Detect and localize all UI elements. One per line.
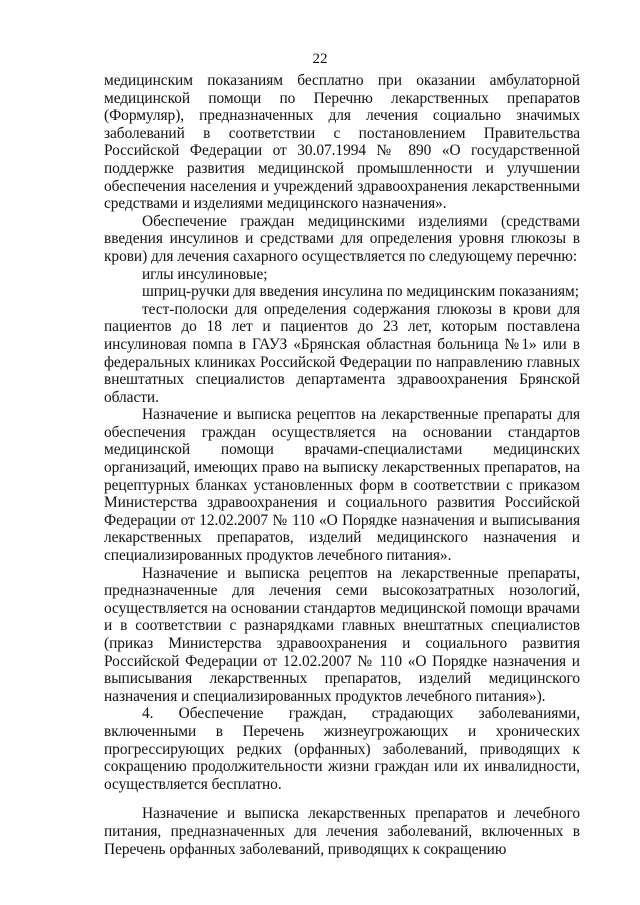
page-number: 22	[312, 51, 328, 67]
paragraph-high-cost-nosologies: Назначение и выписка рецептов на лекарственные препараты, предназначенные для лечения семи высокозатратных нозологий, осуществляется на основании стандартов медицинской помощи врачами и в соответствии с разнарядками главных внештатных специалистов (приказ Министерства здравоохранения и социального развития Российской Федерации от 12.02.2007 № 110 «О Порядке назначения и выписывания лекарственных препаратов, изделий медицинского назначения и специализированных продуктов лечебного питания»).	[104, 564, 580, 705]
paragraph-prescriptions: Назначение и выписка рецептов на лекарственные препараты для обеспечения граждан осуществляется на основании стандартов медицинской помощи врачами-специалистами медицинских организаций, имеющих право на выписку лекарственных препаратов, на рецептурных бланках установленных форм в соответствии с приказом Министерства здравоохранения и социального развития Российской Федерации от 12.02.2007 № 110 «О Порядке назначения и выписывания лекарственных препаратов, изделий медицинского назначения и специализированных продуктов лечебного питания».	[104, 406, 580, 565]
list-item-test-strips: тест-полоски для определения содержания глюкозы в крови для пациентов до 18 лет и пациентов до 23 лет, которым поставлена инсулиновая помпа в ГАУЗ «Брянская областная больница №1» или в федеральных клиниках Российской Федерации по направлению главных внештатных специалистов департамента здравоохранения Брянской области.	[104, 300, 580, 406]
paragraph-orphan-prescriptions: Назначение и выписка лекарственных препаратов и лечебного питания, предназначенных для лечения заболеваний, включенных в Перечень орфанных заболеваний, приводящих к сокращению	[104, 805, 580, 858]
list-item-syringe-pens: шприц-ручки для введения инсулина по медицинским показаниям;	[142, 283, 579, 301]
paragraph-orphan-diseases: 4. Обеспечение граждан, страдающих заболеваниями, включенными в Перечень жизнеугрожающих и хронических прогрессирующих редких (орфанных) заболеваний, приводящих к сокращению продолжительности жизни граждан или их инвалидности, осуществляется бесплатно.	[104, 705, 580, 793]
document-body	[104, 72, 580, 858]
list-item-insulin-needles: иглы инсулиновые;	[142, 265, 268, 283]
paragraph-medical-devices: Обеспечение граждан медицинскими изделиями (средствами введения инсулинов и средствами для определения уровня глюкозы в крови) для лечения сахарного осуществляется по следующему перечню:	[104, 212, 580, 265]
paragraph-formulary: медицинским показаниям бесплатно при оказании амбулаторной медицинской помощи по Перечню лекарственных препаратов (Формуляр), предназначенных для лечения социально значимых заболеваний в соответствии с постановлением Правительства Российской Федерации от 30.07.1994 № 890 «О государственной поддержке развития медицинской промышленности и улучшении обеспечения населения и учреждений здравоохранения лекарственными средствами и изделиями медицинского назначения».	[104, 72, 580, 213]
